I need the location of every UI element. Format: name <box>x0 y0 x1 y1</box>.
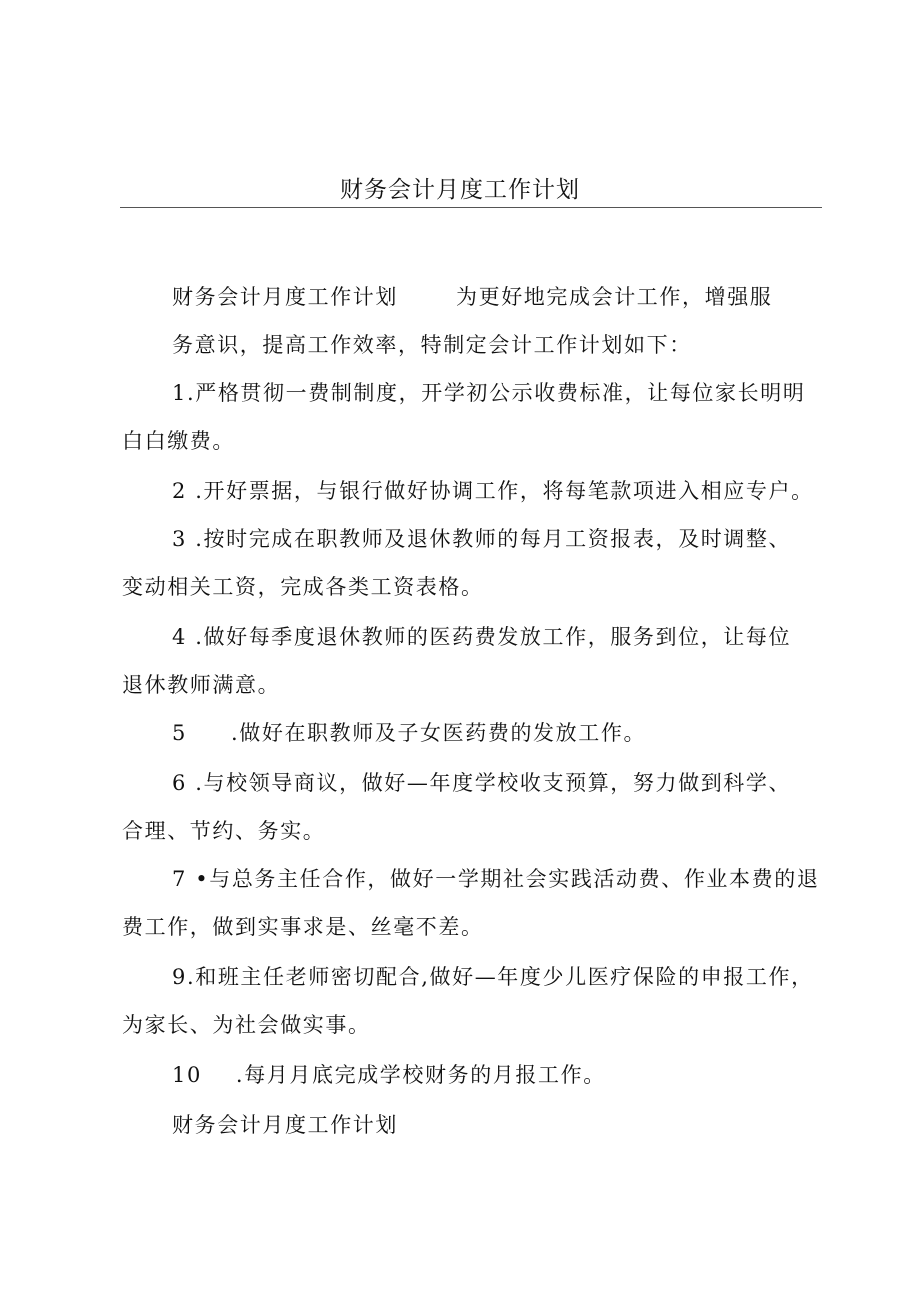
title-underline <box>120 207 822 208</box>
item-6-line-2: 合理、节约、务实。 <box>122 819 326 843</box>
item-2-line-1: 2 .开好票据，与银行做好协调工作，将每笔款项进入相应专户。 <box>172 479 814 503</box>
item-4-line-2: 退休教师满意。 <box>122 673 281 697</box>
item-3-line-1: 3 .按时完成在职教师及退休教师的每月工资报表，及时调整、 <box>172 527 792 551</box>
item-9-line-1: 9.和班主任老师密切配合,做好—年度少儿医疗保险的申报工作， <box>172 965 814 989</box>
footer-title: 财务会计月度工作计划 <box>172 1113 398 1137</box>
item-1-line-1: 1.严格贯彻一费制制度，开学初公示收费标准，让每位家长明明 <box>172 381 806 405</box>
item-1-line-2: 白白缴费。 <box>122 429 235 453</box>
item-10-text: .每月月底完成学校财务的月报工作。 <box>235 1063 606 1087</box>
intro-lead: 财务会计月度工作计划 <box>172 285 398 309</box>
intro-line-1 <box>172 282 772 312</box>
item-5-line-1 <box>172 718 646 748</box>
item-7-line-2: 费工作，做到实事求是、丝毫不差。 <box>122 915 484 939</box>
item-4-line-1: 4 .做好每季度退休教师的医药费发放工作，服务到位，让每位 <box>172 625 792 649</box>
document-title: 财务会计月度工作计划 <box>340 177 580 203</box>
item-5-number: 5 <box>172 721 187 745</box>
item-5-text: .做好在职教师及子女医药费的发放工作。 <box>230 721 647 745</box>
item-10-number: 10 <box>172 1063 202 1087</box>
item-10-line-1 <box>172 1060 606 1090</box>
item-6-line-1: 6 .与校领导商议，做好—年度学校收支预算，努力做到科学、 <box>172 771 792 795</box>
item-7-line-1: 7 •与总务主任合作，做好一学期社会实践活动费、作业本费的退 <box>172 867 820 891</box>
intro-line-2: 务意识，提高工作效率，特制定会计工作计划如下： <box>172 333 692 357</box>
item-9-line-2: 为家长、为社会做实事。 <box>122 1013 371 1037</box>
item-3-line-2: 变动相关工资，完成各类工资表格。 <box>122 575 484 599</box>
intro-rest: 为更好地完成会计工作，增强服 <box>456 285 773 309</box>
